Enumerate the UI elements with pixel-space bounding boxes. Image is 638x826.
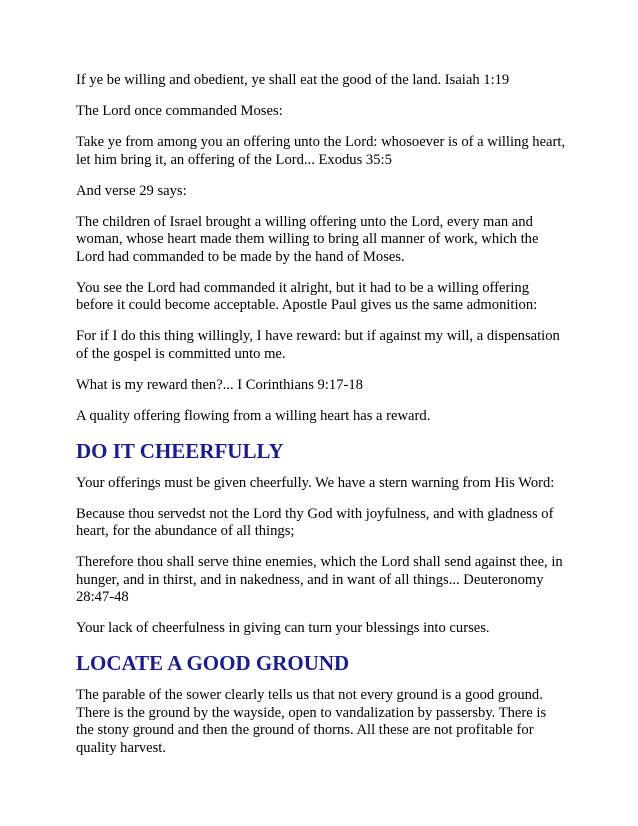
paragraph-parable-sower: The parable of the sower clearly tells us that not every ground is a good ground. There is the ground by the wayside, open to vandalization by passersby. There is the stony ground and then the ground of thorns. All these are not profitable for quality harvest.	[76, 687, 547, 756]
paragraph-moses-intro: The Lord once commanded Moses:	[76, 103, 283, 119]
paragraph-deuteronomy-quote: Therefore thou shall serve thine enemies, which the Lord shall send against thee, in hunger, and in thirst, and in nakedness, and in want of all things... Deuteronomy 28:47-48	[76, 554, 563, 605]
paragraph-joyfulness-quote: Because thou servedst not the Lord thy God with joyfulness, and with gladness of heart, for the abundance of all things;	[76, 505, 554, 539]
paragraph-isaiah-quote: If ye be willing and obedient, ye shall eat the good of the land. Isaiah 1:19	[76, 72, 510, 88]
heading-do-it-cheerfully: DO IT CHEERFULLY	[76, 438, 284, 463]
paragraph-corinthians-quote: For if I do this thing willingly, I have reward: but if against my will, a dispensation of the gospel is committed unto me.	[76, 328, 560, 362]
paragraph-verse-29: And verse 29 says:	[76, 182, 187, 199]
document-page	[76, 72, 566, 771]
paragraph-quality-offering: A quality offering flowing from a willing heart has a reward.	[76, 407, 431, 424]
paragraph-reward-question: What is my reward then?... I Corinthians 9:17-18	[76, 376, 363, 393]
paragraph-cheerful-offerings: Your offerings must be given cheerfully. We have a stern warning from His Word:	[76, 474, 555, 491]
paragraph-children-of-israel: The children of Israel brought a willing offering unto the Lord, every man and woman, whose heart made them willing to bring all manner of work, which the Lord had commanded to be made by the hand of Moses.	[76, 213, 539, 265]
paragraph-blessings-curses: Your lack of cheerfulness in giving can turn your blessings into curses.	[76, 620, 490, 636]
paragraph-exodus-quote: Take ye from among you an offering unto the Lord: whosoever is of a willing heart, let him bring it, an offering of the Lord... Exodus 35:5	[76, 134, 566, 168]
heading-locate-good-ground: LOCATE A GOOD GROUND	[76, 651, 350, 675]
paragraph-willing-offering: You see the Lord had commanded it alright, but it had to be a willing offering before it could become acceptable. Apostle Paul gives us the same admonition:	[76, 279, 538, 313]
